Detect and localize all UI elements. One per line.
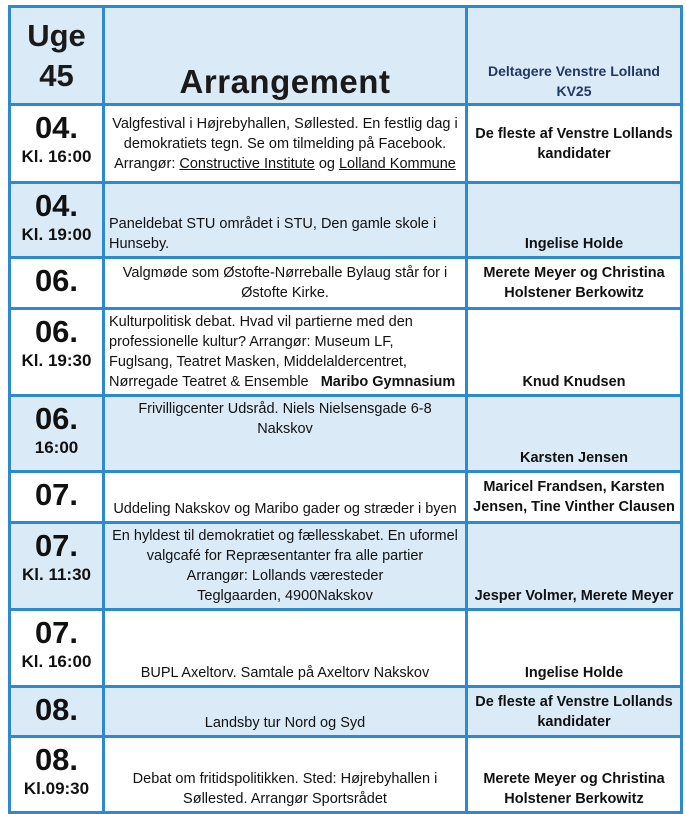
desc-line: Landsby tur Nord og Syd <box>204 715 366 731</box>
day-number: 06. <box>34 401 79 436</box>
event-time: Kl. 19:00 <box>21 225 92 244</box>
desc-line: Valgfestival i Højrebyhallen, Søllested. En festlig dag i <box>112 115 458 132</box>
lolland-kommune-link[interactable]: Lolland Kommune <box>338 155 456 172</box>
desc-line: BUPL Axeltorv. Samtale på Axeltorv Nakskov <box>140 665 430 681</box>
table-row <box>10 737 682 813</box>
event-time: Kl.09:30 <box>23 779 90 798</box>
desc-line: valgcafé for Repræsentanter fra alle partier <box>146 548 424 564</box>
week-header-cell <box>10 7 104 105</box>
day-cell <box>10 309 104 396</box>
participants-cell: Knud Knudsen <box>467 309 682 396</box>
table-row <box>10 472 682 523</box>
week-label: Uge <box>27 17 86 53</box>
event-time: Kl. 16:00 <box>21 652 92 671</box>
day-cell <box>10 396 104 472</box>
day-number: 06. <box>34 314 79 349</box>
day-cell <box>10 183 104 258</box>
participants-cell: Maricel Frandsen, Karsten Jensen, Tine Vinther Clausen <box>467 472 682 523</box>
event-description <box>104 687 467 737</box>
desc-line: En hyldest til demokratiet og fællesskabet. En uformel <box>112 528 458 544</box>
event-description <box>104 396 467 472</box>
participants-cell: Merete Meyer og Christina Holstener Berkowitz <box>467 737 682 813</box>
day-cell <box>10 737 104 813</box>
day-cell <box>10 610 104 687</box>
desc-line: Østofte Kirke. <box>241 285 329 301</box>
day-cell <box>10 472 104 523</box>
schedule-table <box>8 5 683 814</box>
participants-cell: Karsten Jensen <box>467 396 682 472</box>
day-cell <box>10 687 104 737</box>
event-description <box>104 472 467 523</box>
event-description <box>104 183 467 258</box>
event-time: Kl. 19:30 <box>21 351 92 370</box>
day-number: 04. <box>34 188 79 223</box>
event-time: 16:00 <box>34 438 79 457</box>
table-row <box>10 258 682 309</box>
table-row <box>10 309 682 396</box>
event-description <box>104 737 467 813</box>
day-number: 07. <box>34 528 79 563</box>
event-time: Kl. 16:00 <box>21 147 92 166</box>
desc-line: Debat om fritidspolitikken. Sted: Højrebyhallen i <box>132 771 438 787</box>
desc-line: Paneldebat STU området i STU, Den gamle skole i <box>109 216 437 232</box>
table-row <box>10 183 682 258</box>
table-row <box>10 523 682 610</box>
constructive-institute-link[interactable]: Constructive Institute <box>179 155 315 172</box>
desc-line: Fuglsang, Teatret Masken, Middelaldercentret, <box>109 354 407 370</box>
day-number: 06. <box>34 263 79 298</box>
desc-line: Frivilligcenter Udsråd. Niels Nielsensgade 6-8 <box>138 401 432 417</box>
desc-line: Arrangør: Lollands væresteder <box>186 568 384 584</box>
day-number: 04. <box>34 110 79 145</box>
desc-line: Uddeling Nakskov og Maribo gader og stræder i byen <box>113 501 457 517</box>
join-text: og <box>314 155 339 172</box>
day-cell <box>10 523 104 610</box>
event-description <box>104 523 467 610</box>
desc-line: professionelle kultur? Arrangør: Museum LF, <box>109 334 394 350</box>
header-row <box>10 7 682 105</box>
participants-cell: Ingelise Holde <box>467 183 682 258</box>
event-description <box>104 610 467 687</box>
table-row <box>10 610 682 687</box>
desc-line: Hunseby. <box>109 236 170 252</box>
day-number: 08. <box>34 692 79 727</box>
desc-line: demokratiets tegn. Se om tilmelding på Facebook. <box>123 135 447 152</box>
desc-line: Kulturpolitisk debat. Hvad vil partierne med den <box>109 314 413 330</box>
desc-line <box>109 154 461 174</box>
event-description <box>104 258 467 309</box>
event-header-cell <box>104 7 467 105</box>
event-heading: Arrangement <box>179 63 391 100</box>
desc-line: Valgmøde som Østofte-Nørreballe Bylaug står for i <box>122 265 448 281</box>
maribo-gymnasium-text: Maribo Gymnasium <box>320 374 456 390</box>
participants-heading-line1: Deltagere Venstre Lolland <box>488 63 660 79</box>
event-description <box>104 309 467 396</box>
participants-cell: De fleste af Venstre Lollands kandidater <box>467 687 682 737</box>
day-number: 07. <box>34 615 79 650</box>
participants-cell: Ingelise Holde <box>467 610 682 687</box>
day-number: 08. <box>34 742 79 777</box>
desc-line: Nakskov <box>257 421 313 437</box>
day-cell <box>10 105 104 183</box>
desc-text: Nørregade Teatret & Ensemble <box>109 374 309 390</box>
week-number: 45 <box>39 57 74 93</box>
event-time: Kl. 11:30 <box>22 565 91 584</box>
day-cell <box>10 258 104 309</box>
table-row <box>10 105 682 183</box>
table-row <box>10 396 682 472</box>
day-number: 07. <box>34 477 79 512</box>
event-description <box>104 105 467 183</box>
organizer-prefix: Arrangør: <box>114 155 180 172</box>
participants-cell: Jesper Volmer, Merete Meyer <box>467 523 682 610</box>
desc-line: Teglgaarden, 4900Nakskov <box>197 588 373 604</box>
participants-cell: De fleste af Venstre Lollands kandidater <box>467 105 682 183</box>
desc-line: Søllested. Arrangør Sportsrådet <box>183 791 387 807</box>
participants-header-cell <box>467 7 682 105</box>
desc-line <box>109 372 461 392</box>
participants-cell: Merete Meyer og Christina Holstener Berkowitz <box>467 258 682 309</box>
table-row <box>10 687 682 737</box>
participants-heading-line2: KV25 <box>556 83 592 99</box>
